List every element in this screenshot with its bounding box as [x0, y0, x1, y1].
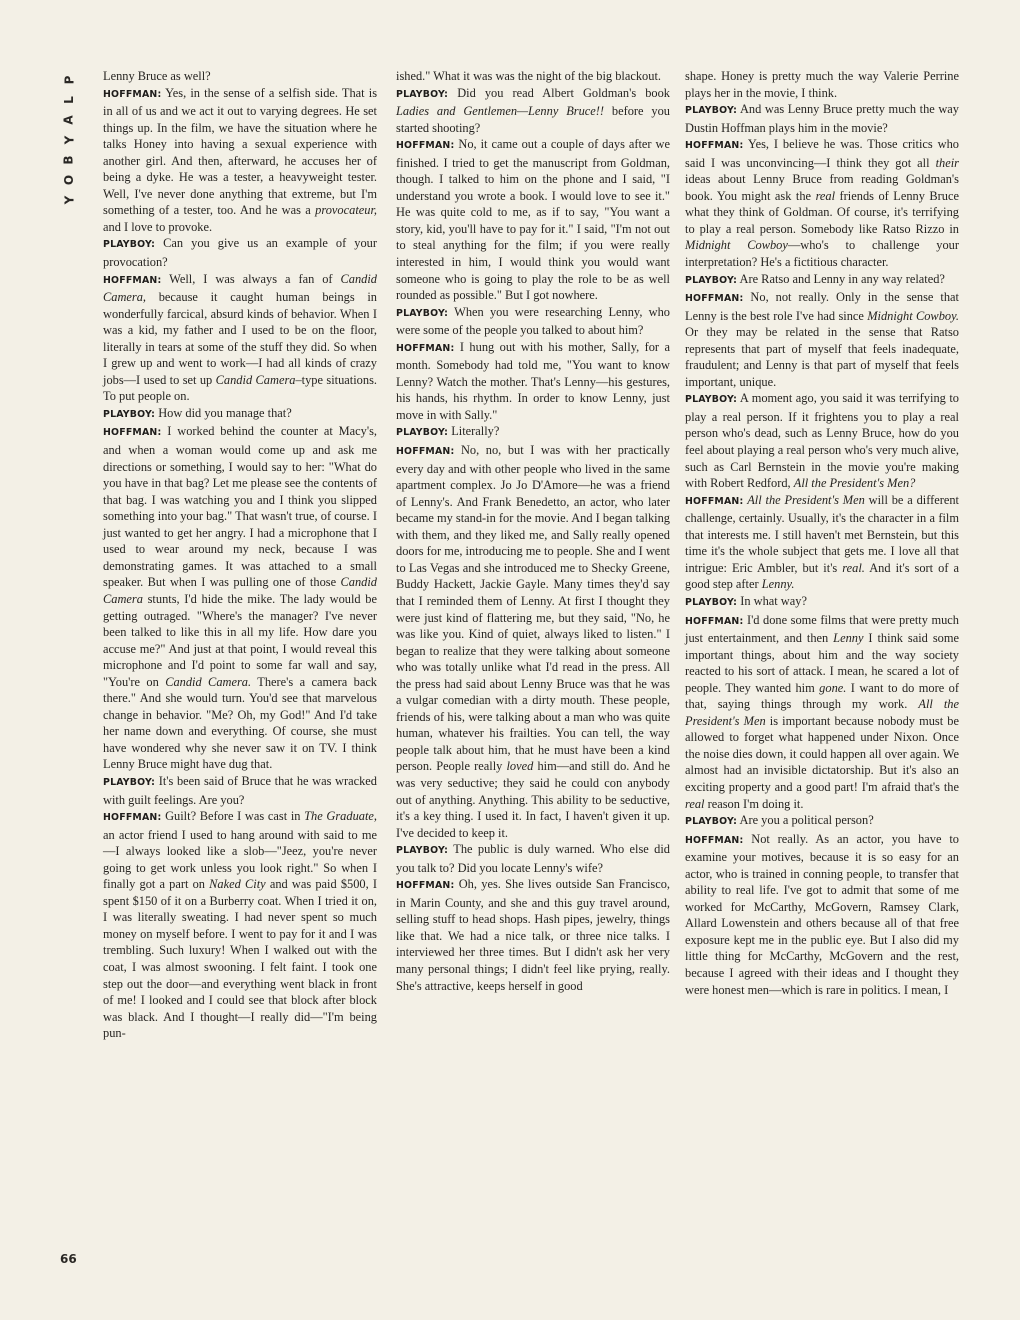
paragraph-text: shape. Honey is pretty much the way Valerie Perrine plays her in the movie, I think.: [685, 69, 959, 100]
paragraph-text: Are you a political person?: [739, 813, 874, 828]
interview-paragraph: [685, 68, 959, 101]
interview-paragraph: [103, 68, 377, 85]
masthead-letter: Y: [61, 135, 76, 145]
speaker-label: PLAYBOY:: [685, 274, 738, 286]
paragraph-text: Yes, I believe he was. Those critics who said I was unconvincing—I think they got all their ideas about Lenny Bruce from reading Goldman's book. You might ask the real friends of Lenny Bruce what they think of Goldman. Of course, it's terrifying to play a real person. Somebody like Ratso Rizzo in Midnight Cowboy—who's to challenge your interpretation? He's a fictitious character.: [685, 137, 960, 270]
interview-paragraph: [103, 271, 377, 405]
text-column-3: [685, 68, 959, 998]
interview-paragraph: [396, 841, 670, 876]
interview-paragraph: [396, 304, 670, 339]
paragraph-text: Oh, yes. She lives outside San Francisco, in Marin County, and she and this guy travel around, selling stuff to head shops. Hash pipes, jewelry, things like that. We had a nice talk, or three nice talks. I interviewed her three times. But I didn't ask her very many personal things; I didn't feel like prying, really. She's attractive, keeps herself in good: [396, 877, 671, 993]
speaker-label: PLAYBOY:: [396, 88, 449, 100]
speaker-label: PLAYBOY:: [685, 394, 738, 406]
speaker-label: PLAYBOY:: [103, 776, 156, 788]
paragraph-text: Not really. As an actor, you have to examine your motives, because it is so easy for an actor, who is trained in conning people, to transfer that ability to real life. I've got to admit that some of me worked for McCarthy, McGovern, Ramsey Clark, Allard Lowenstein and others because all of that free exposure kept me in the public eye. But I also did my little thing for McCarthy, McGovern and the rest, because I agreed with their ideas and I thought they were honest men—which is rare in politics. I mean, I: [685, 831, 959, 997]
paragraph-text: Can you give us an example of your provocation?: [103, 236, 377, 270]
paragraph-text: No, no, but I was with her practically every day and with other people who lived in the same apartment complex. Jo Jo D'Amore—he was a friend of Lenny's. And Frank Benedetto, an actor, who later became my stand-in for the movie. And I began talking with them, and they liked me, and Sally really opened doors for me, introducing me to people. She and I went to Las Vegas and she introduced me to Shecky Greene, Buddy Hackett, Jackie Gayle. Many times they'd say that I reminded them of Lenny. At first I thought they were just kind of flattering me, but they said, "No, he was like you. Kind of quiet, always liked to listen." I began to realize that they were talking about someone who was totally unlike what I'd read in the press. All the press had said about Lenny Bruce was that he was a vulgar comedian with a dirty mouth. These people, friends of his, were talking about a man who was quite human, whatever his frailties. You can tell, the way people talk about him, that he must have been a kind person. People really loved him—and still do. And he was very seductive; they said he could con anybody out of anything. Anything. This ability to be seductive, it's a key thing. I used it. In fact, I haven't given it up. I've decided to keep it.: [396, 443, 670, 840]
interview-paragraph: [396, 85, 670, 137]
interview-paragraph: [685, 492, 959, 593]
speaker-label: HOFFMAN:: [396, 140, 455, 152]
interview-paragraph: [103, 773, 377, 808]
interview-paragraph: [103, 808, 377, 1042]
paragraph-text: Yes, in the sense of a selfish side. That is in all of us and we act it out to varying degrees. He set things up. In the film, we have the situation where he talks Honey into having a sexual experience with another girl. And then, afterward, he accuses her of being a dyke. He was a tester, a heavyweight tester. Well, I've never done anything that extreme, but I'm something of a tester, too. And he was a provocateur, and I love to provoke.: [103, 85, 378, 234]
paragraph-text: Did you read Albert Goldman's book Ladies and Gentlemen—Lenny Bruce!! before you started shooting?: [396, 85, 670, 135]
speaker-label: PLAYBOY:: [396, 427, 449, 439]
paragraph-text: Well, I was always a fan of Candid Camera, because it caught human beings in wonderfully farcical, absurd kinds of behavior. When I was a kid, my father and I used to be on the floor, literally in tears at some of the stuff they did. So when I grew up and went to work—I had all kinds of crazy jobs—I used to set up Candid Camera–type situations. To put people on.: [103, 271, 377, 404]
speaker-label: HOFFMAN:: [685, 495, 744, 507]
page-number: 66: [60, 1252, 77, 1266]
masthead-letter: L: [62, 96, 76, 104]
paragraph-text: I hung out with his mother, Sally, for a month. Somebody had told me, "You want to know Lenny? Watch the mother. That's Lenny—his gestures, his hands, his rhythm. In order to know Lenny, just move in with Sally.": [396, 339, 671, 422]
paragraph-text: Are Ratso and Lenny in any way related?: [739, 271, 945, 286]
interview-paragraph: [396, 442, 670, 841]
speaker-label: PLAYBOY:: [103, 408, 156, 420]
interview-paragraph: [685, 101, 959, 136]
paragraph-text: In what way?: [740, 593, 807, 608]
speaker-label: HOFFMAN:: [396, 880, 455, 892]
paragraph-text: A moment ago, you said it was terrifying to play a real person. If it frightens you to play a real person who's dead, such as Lenny Bruce, how do you feel about playing a real person who's very much alive, such as Carl Bernstein in the movie you're making with Robert Redford, All the President's Men?: [685, 391, 959, 491]
speaker-label: PLAYBOY:: [396, 307, 449, 319]
interview-paragraph: [685, 271, 959, 290]
interview-paragraph: [685, 593, 959, 612]
interview-paragraph: [396, 136, 670, 303]
masthead-letter: O: [61, 174, 76, 186]
speaker-label: HOFFMAN:: [103, 427, 162, 439]
interview-paragraph: [396, 339, 670, 424]
masthead-letter: P: [61, 75, 76, 85]
paragraph-text: I'd done some films that were pretty much just entertainment, and then Lenny I think said some important things, about him and the way society reacted to his sort of attack. I mean, he scared a lot of people. They wanted him gone. I want to do more of that, saying things through my work. All the President's Men is important because nobody must be allowed to forget what happened under Nixon. Once the noise dies down, it could happen all over again. We almost had an invisible dictatorship. But it's also an exciting property and a good part! I'm afraid that's the real reason I'm doing it.: [685, 612, 960, 811]
speaker-label: HOFFMAN:: [103, 812, 162, 824]
paragraph-text: When you were researching Lenny, who were some of the people you talked to about him?: [396, 304, 670, 338]
speaker-label: HOFFMAN:: [685, 293, 744, 305]
interview-paragraph: [103, 423, 377, 772]
interview-paragraph: [103, 405, 377, 424]
interview-paragraph: [685, 812, 959, 831]
speaker-label: HOFFMAN:: [685, 834, 744, 846]
masthead-letter: B: [62, 155, 76, 165]
interview-paragraph: [685, 831, 959, 998]
paragraph-text: ished." What it was was the night of the big blackout.: [396, 69, 661, 83]
paragraph-text: No, it came out a couple of days after we finished. I tried to get the manuscript from Goldman, though. I talked to him on the phone and I said, "I understand you wrote a book. I would love to see it." He was quite cold to me, as if to say, "You want a story, kid, you'll have to pay for it." I said, "I'm not out to steal anything for the film; if you were really interested in him, I would think you would want someone who is going to play the role to be as well rounded as possible." But I got nowhere.: [396, 137, 670, 303]
interview-paragraph: [396, 68, 670, 85]
paragraph-text: Guilt? Before I was cast in The Graduate, an actor friend I used to hang around with said to me—I always looked like a slob—"Jeez, you're never going to get work unless you look right." So when I finally got a part on Naked City and was paid $500, I spent $150 of it on a Burberry coat. When I tried it on, I was literally sweating. I had never spent so much money on myself before. I went to pay for it and I was trembling. Such luxury! When I walked out with the coat, I was almost swooning. I felt faint. I took one step out the door—and everything went black in front of me! I looked and I could see that block after block was black. And I thought—I really did—"I'm being pun-: [103, 809, 377, 1041]
paragraph-text: I worked behind the counter at Macy's, and when a woman would come up and ask me directions or something, I would say to her: "What do you have in that bag? Let me please see the contents of that bag. I was watching you and I think you slipped something into your bag." That wasn't true, of course. I just wanted to get her angry. I had a microphone that I used to wear around my neck, because I was demonstrating games. It was attached to a small speaker. But when I was pulling one of those Candid Camera stunts, I'd hide the mike. The lady would be getting outraged. "Where's the manager? I've never been talked to like this in all my life. How dare you accuse me?" And just at that point, I would reveal this microphone and I'd point to some far wall and say, "You're on Candid Camera. There's a camera back there." And she would turn. You'd see that marvelous change in behavior. "Me? Oh, my God!" And I'd take her name down and everything. Of course, she must have wondered why she never saw it on TV. I think Lenny Bruce might have dug that.: [103, 424, 378, 772]
interview-paragraph: [685, 390, 959, 491]
interview-paragraph: [396, 876, 670, 994]
paragraph-text: Literally?: [451, 424, 500, 439]
interview-paragraph: [685, 289, 959, 390]
speaker-label: HOFFMAN:: [396, 446, 455, 458]
speaker-label: PLAYBOY:: [103, 239, 156, 251]
text-column-2: [396, 68, 670, 994]
text-column-1: [103, 68, 377, 1042]
interview-paragraph: [396, 423, 670, 442]
paragraph-text: No, not really. Only in the sense that Lenny is the best role I've had since Midnight Cowboy. Or they may be related in the sense that Ratso represents that part of myself that feels inadequate, fraudulent; and Lenny is that part of myself that feels important, unique.: [685, 290, 959, 389]
speaker-label: HOFFMAN:: [396, 342, 455, 354]
paragraph-text: The public is duly warned. Who else did you talk to? Did you locate Lenny's wife?: [396, 842, 671, 875]
masthead-letter: A: [61, 115, 76, 125]
masthead-vertical-logo: [58, 70, 80, 220]
paragraph-text: Lenny Bruce as well?: [103, 69, 211, 83]
paragraph-text: And was Lenny Bruce pretty much the way Dustin Hoffman plays him in the movie?: [685, 102, 959, 135]
interview-paragraph: [103, 85, 377, 236]
interview-paragraph: [685, 136, 959, 270]
paragraph-text: It's been said of Bruce that he was wracked with guilt feelings. Are you?: [103, 773, 377, 807]
speaker-label: PLAYBOY:: [685, 105, 738, 117]
paragraph-text: All the President's Men will be a different challenge, certainly. Usually, it's the character in a film that interests me. I still haven't met Bernstein, but this time it's the whole subject that gets me. I love all that intrigue: Eric Ambler, but it's real. And it's sort of a good step after Lenny.: [685, 492, 959, 592]
masthead-letter: Y: [61, 195, 76, 205]
speaker-label: HOFFMAN:: [685, 615, 744, 627]
interview-paragraph: [685, 612, 959, 813]
speaker-label: PLAYBOY:: [685, 816, 738, 828]
speaker-label: HOFFMAN:: [685, 140, 744, 152]
paragraph-text: How did you manage that?: [158, 405, 292, 420]
interview-paragraph: [103, 235, 377, 270]
speaker-label: PLAYBOY:: [685, 596, 738, 608]
speaker-label: PLAYBOY:: [396, 845, 449, 857]
speaker-label: HOFFMAN:: [103, 88, 162, 100]
speaker-label: HOFFMAN:: [103, 274, 162, 286]
